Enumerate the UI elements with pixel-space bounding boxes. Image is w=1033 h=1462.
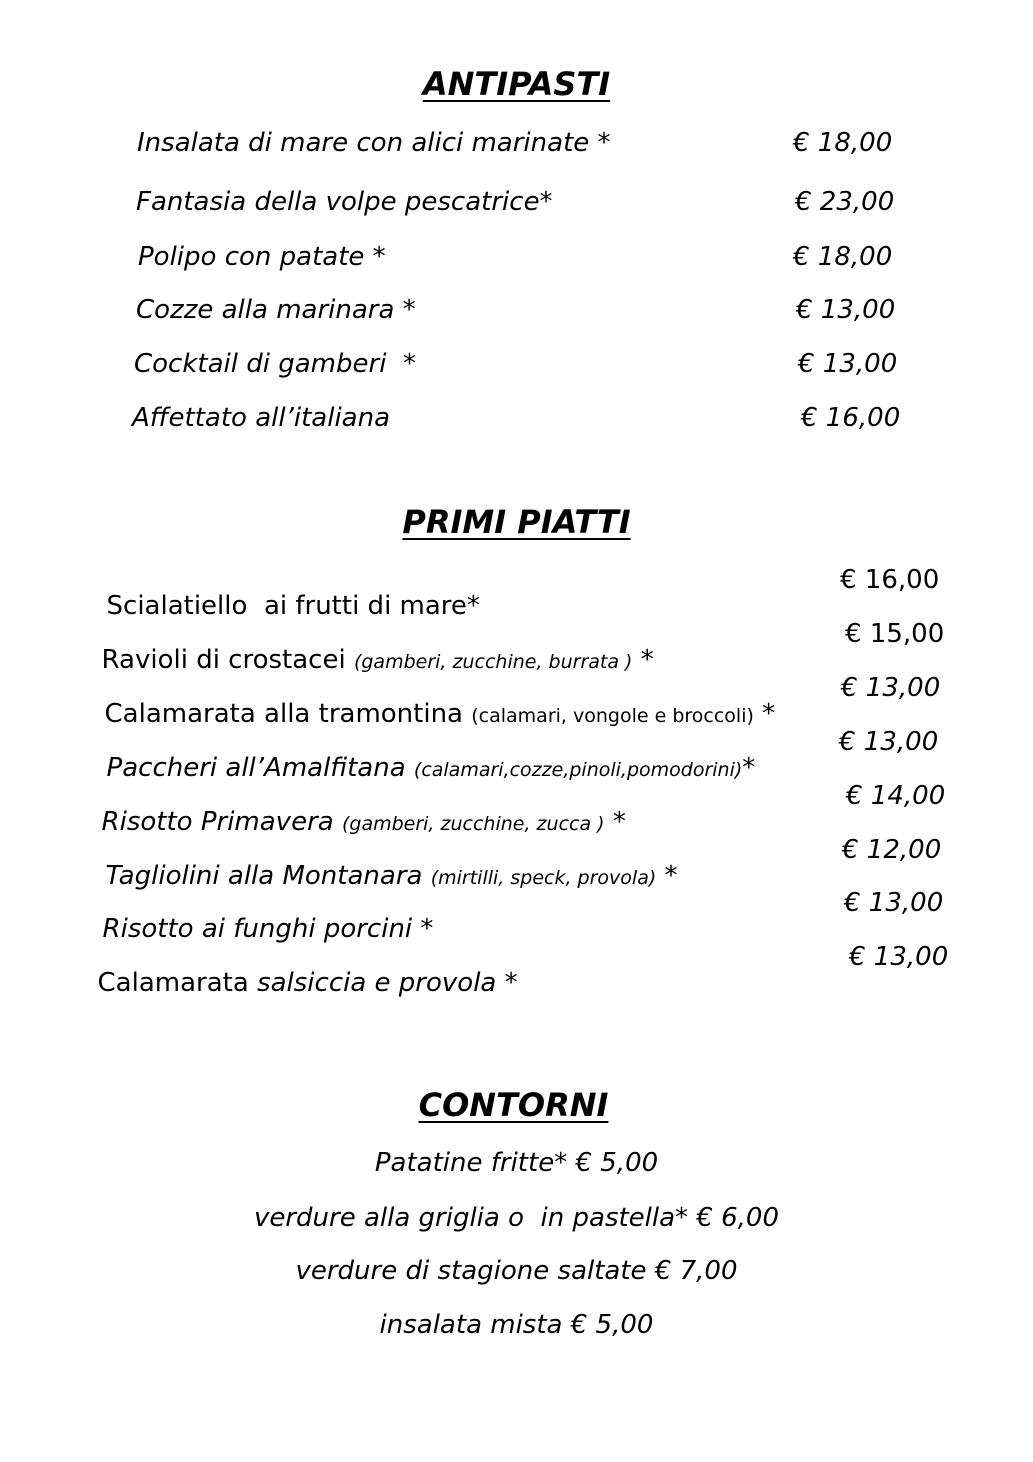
primi-item-name: Scialatiello ai frutti di mare* — [106, 591, 480, 621]
primi-item-price: € 13,00 — [839, 727, 939, 757]
primi-item — [86, 890, 433, 942]
antipasti-item-price: € 13,00 — [796, 295, 896, 325]
primi-item-name: Risotto ai funghi porcini * — [102, 914, 434, 944]
primi-item-name: Ravioli di crostacei — [101, 645, 354, 675]
antipasti-item-name: Cozze alla marinara * — [136, 295, 416, 325]
antipasti-item-name: Affettato all’italiana — [132, 403, 391, 433]
primi-item-name: Tagliolini alla Montanara — [105, 861, 431, 891]
primi-item-price: € 15,00 — [845, 619, 945, 649]
section-title-contorni: CONTORNI — [418, 1086, 609, 1124]
primi-item-note: (calamari,cozze,pinoli,pomodorini) — [413, 759, 743, 781]
primi-item-name: Calamarata alla tramontina — [104, 699, 472, 729]
primi-item-suffix: * — [753, 699, 776, 729]
contorni-item: verdure di stagione saltate € 7,00 — [295, 1256, 738, 1286]
antipasti-item-price: € 23,00 — [795, 187, 895, 217]
primi-item-name: Paccheri all’Amalfitana — [106, 753, 414, 783]
antipasti-item-name: Fantasia della volpe pescatrice* — [136, 187, 553, 217]
primi-item-price: € 12,00 — [842, 835, 942, 865]
antipasti-item-name: Cocktail di gamberi * — [134, 349, 416, 379]
primi-item-name: Calamarata — [97, 968, 258, 998]
antipasti-item-name: Polipo con patate * — [138, 242, 386, 272]
section-title-antipasti: ANTIPASTI — [422, 65, 611, 103]
primi-item-note: (gamberi, zucchine, burrata ) — [353, 651, 633, 673]
antipasti-item-price: € 18,00 — [793, 242, 893, 272]
antipasti-item-name: Insalata di mare con alici marinate * — [137, 128, 611, 158]
primi-item-note: (gamberi, zucchine, zucca ) — [341, 813, 605, 835]
primi-item — [85, 621, 654, 673]
primi-item — [88, 675, 775, 727]
primi-item — [90, 729, 755, 781]
primi-item-price: € 13,00 — [849, 942, 949, 972]
primi-item-note: (calamari, vongole e broccoli) — [471, 705, 754, 727]
primi-item-note: (mirtilli, speck, provola) — [430, 867, 657, 889]
primi-item — [85, 783, 626, 835]
section-title-primi-piatti: PRIMI PIATTI — [402, 503, 631, 541]
antipasti-item-price: € 18,00 — [793, 128, 893, 158]
antipasti-item-price: € 16,00 — [801, 403, 901, 433]
antipasti-item-price: € 13,00 — [798, 349, 898, 379]
contorni-item: Patatine fritte* € 5,00 — [374, 1148, 659, 1178]
primi-item-suffix: * — [632, 645, 654, 675]
primi-item — [81, 944, 518, 996]
primi-item-price: € 14,00 — [846, 781, 946, 811]
primi-item — [90, 567, 480, 619]
contorni-item: verdure alla griglia o in pastella* € 6,00 — [253, 1203, 780, 1233]
primi-item-suffix: * — [656, 861, 678, 891]
contorni-item: insalata mista € 5,00 — [379, 1310, 654, 1340]
primi-item-suffix: * — [742, 753, 756, 783]
primi-item-suffix: * — [604, 807, 626, 837]
primi-item — [89, 837, 678, 889]
primi-item-name: Risotto Primavera — [101, 807, 342, 837]
primi-item-price: € 16,00 — [840, 565, 940, 595]
primi-item-note: salsiccia e provola * — [257, 968, 518, 998]
primi-item-price: € 13,00 — [844, 888, 944, 918]
primi-item-price: € 13,00 — [841, 673, 941, 703]
